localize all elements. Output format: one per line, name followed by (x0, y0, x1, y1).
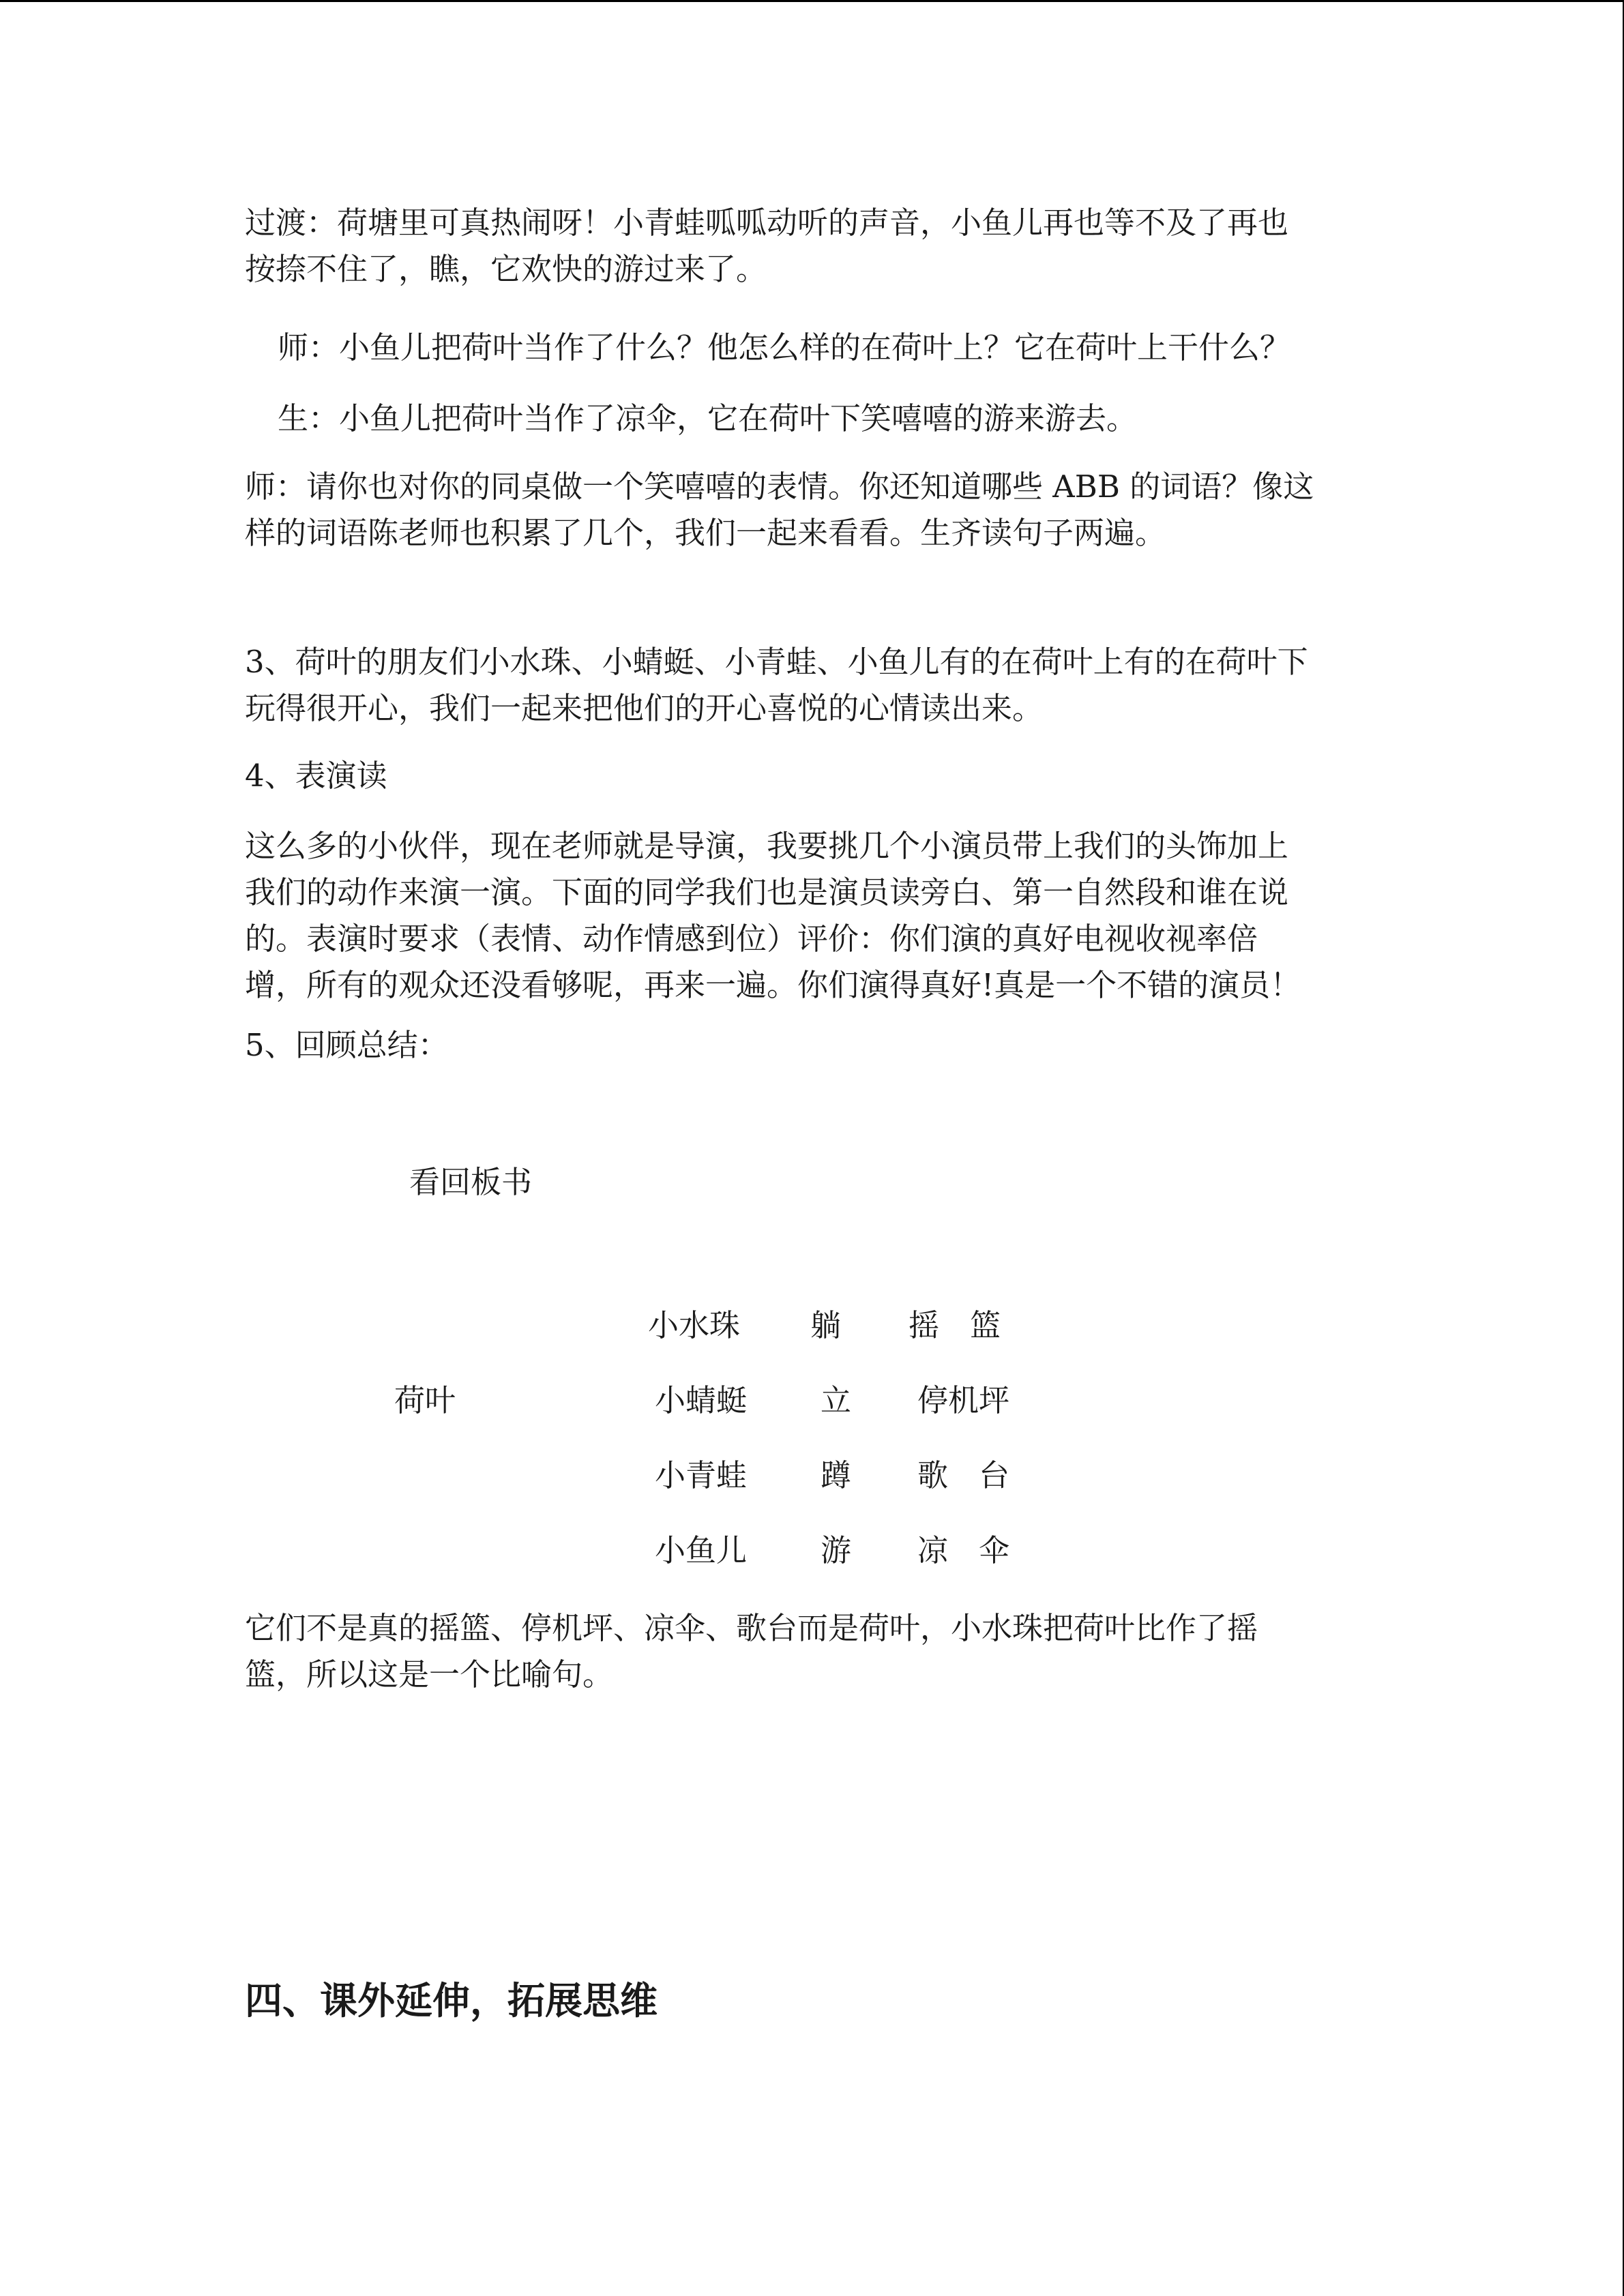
conclusion-line: 篮，所以这是一个比喻句。 (245, 1656, 614, 1693)
board-title: 看回板书 (409, 1164, 533, 1200)
step3-paragraph (245, 639, 1391, 732)
board-center-lotus-leaf: 荷叶 (394, 1382, 456, 1418)
board-verb: 立 (821, 1382, 852, 1418)
step4-line: 的。表演时要求（表情、动作情感到位）评价：你们演的真好电视收视率倍 (245, 921, 1258, 957)
board-verb: 游 (821, 1532, 852, 1568)
conclusion-line: 它们不是真的摇篮、停机坪、凉伞、歌台而是荷叶，小水珠把荷叶比作了摇 (245, 1610, 1258, 1646)
step4-paragraph (245, 823, 1391, 1009)
step4-line: 这么多的小伙伴，现在老师就是导演，我要挑几个小演员带上我们的头饰加上 (245, 828, 1289, 864)
step3-line: 3、荷叶的朋友们小水珠、小蜻蜓、小青蛙、小鱼儿有的在荷叶上有的在荷叶下 (245, 644, 1308, 680)
step4-line: 增，所有的观众还没看够呢，再来一遍。你们演得真好!真是一个不错的演员！ (245, 967, 1301, 1003)
conclusion-paragraph (245, 1605, 1391, 1698)
transition-paragraph (245, 200, 1391, 293)
teacher-question: 师：小鱼儿把荷叶当作了什么？他怎么样的在荷叶上？它在荷叶上干什么？ (278, 329, 1291, 366)
board-friend: 小鱼儿 (655, 1532, 748, 1568)
board-object: 凉 伞 (917, 1532, 1010, 1568)
transition-line: 按捺不住了，瞧，它欢快的游过来了。 (245, 251, 767, 287)
teacher-prompt-paragraph (245, 464, 1391, 556)
step3-line: 玩得很开心，我们一起来把他们的开心喜悦的心情读出来。 (245, 690, 1044, 726)
section-heading: 四、课外延伸，拓展思维 (245, 1978, 658, 2023)
board-friend: 小青蛙 (655, 1457, 748, 1493)
board-friend: 小水珠 (648, 1307, 741, 1343)
teacher-prompt-line: 样的词语陈老师也积累了几个，我们一起来看看。生齐读句子两遍。 (245, 515, 1166, 551)
student-answer: 生：小鱼儿把荷叶当作了凉伞，它在荷叶下笑嘻嘻的游来游去。 (278, 400, 1138, 436)
board-object: 歌 台 (917, 1457, 1010, 1493)
board-friend: 小蜻蜓 (655, 1382, 748, 1418)
step4-line: 我们的动作来演一演。下面的同学我们也是演员读旁白、第一自然段和谁在说 (245, 874, 1289, 910)
board-object: 停机坪 (917, 1382, 1010, 1418)
board-verb: 躺 (810, 1307, 842, 1343)
teacher-prompt-line: 师：请你也对你的同桌做一个笑嘻嘻的表情。你还知道哪些 ABB 的词语？像这 (245, 468, 1314, 505)
transition-line: 过渡：荷塘里可真热闹呀！小青蛙呱呱动听的声音，小鱼儿再也等不及了再也 (245, 205, 1289, 241)
step5-title: 5、回顾总结： (245, 1027, 449, 1063)
page-top-border (0, 0, 1624, 2)
board-verb: 蹲 (821, 1457, 852, 1493)
step4-title: 4、表演读 (245, 758, 387, 794)
board-object: 摇 篮 (909, 1307, 1001, 1343)
